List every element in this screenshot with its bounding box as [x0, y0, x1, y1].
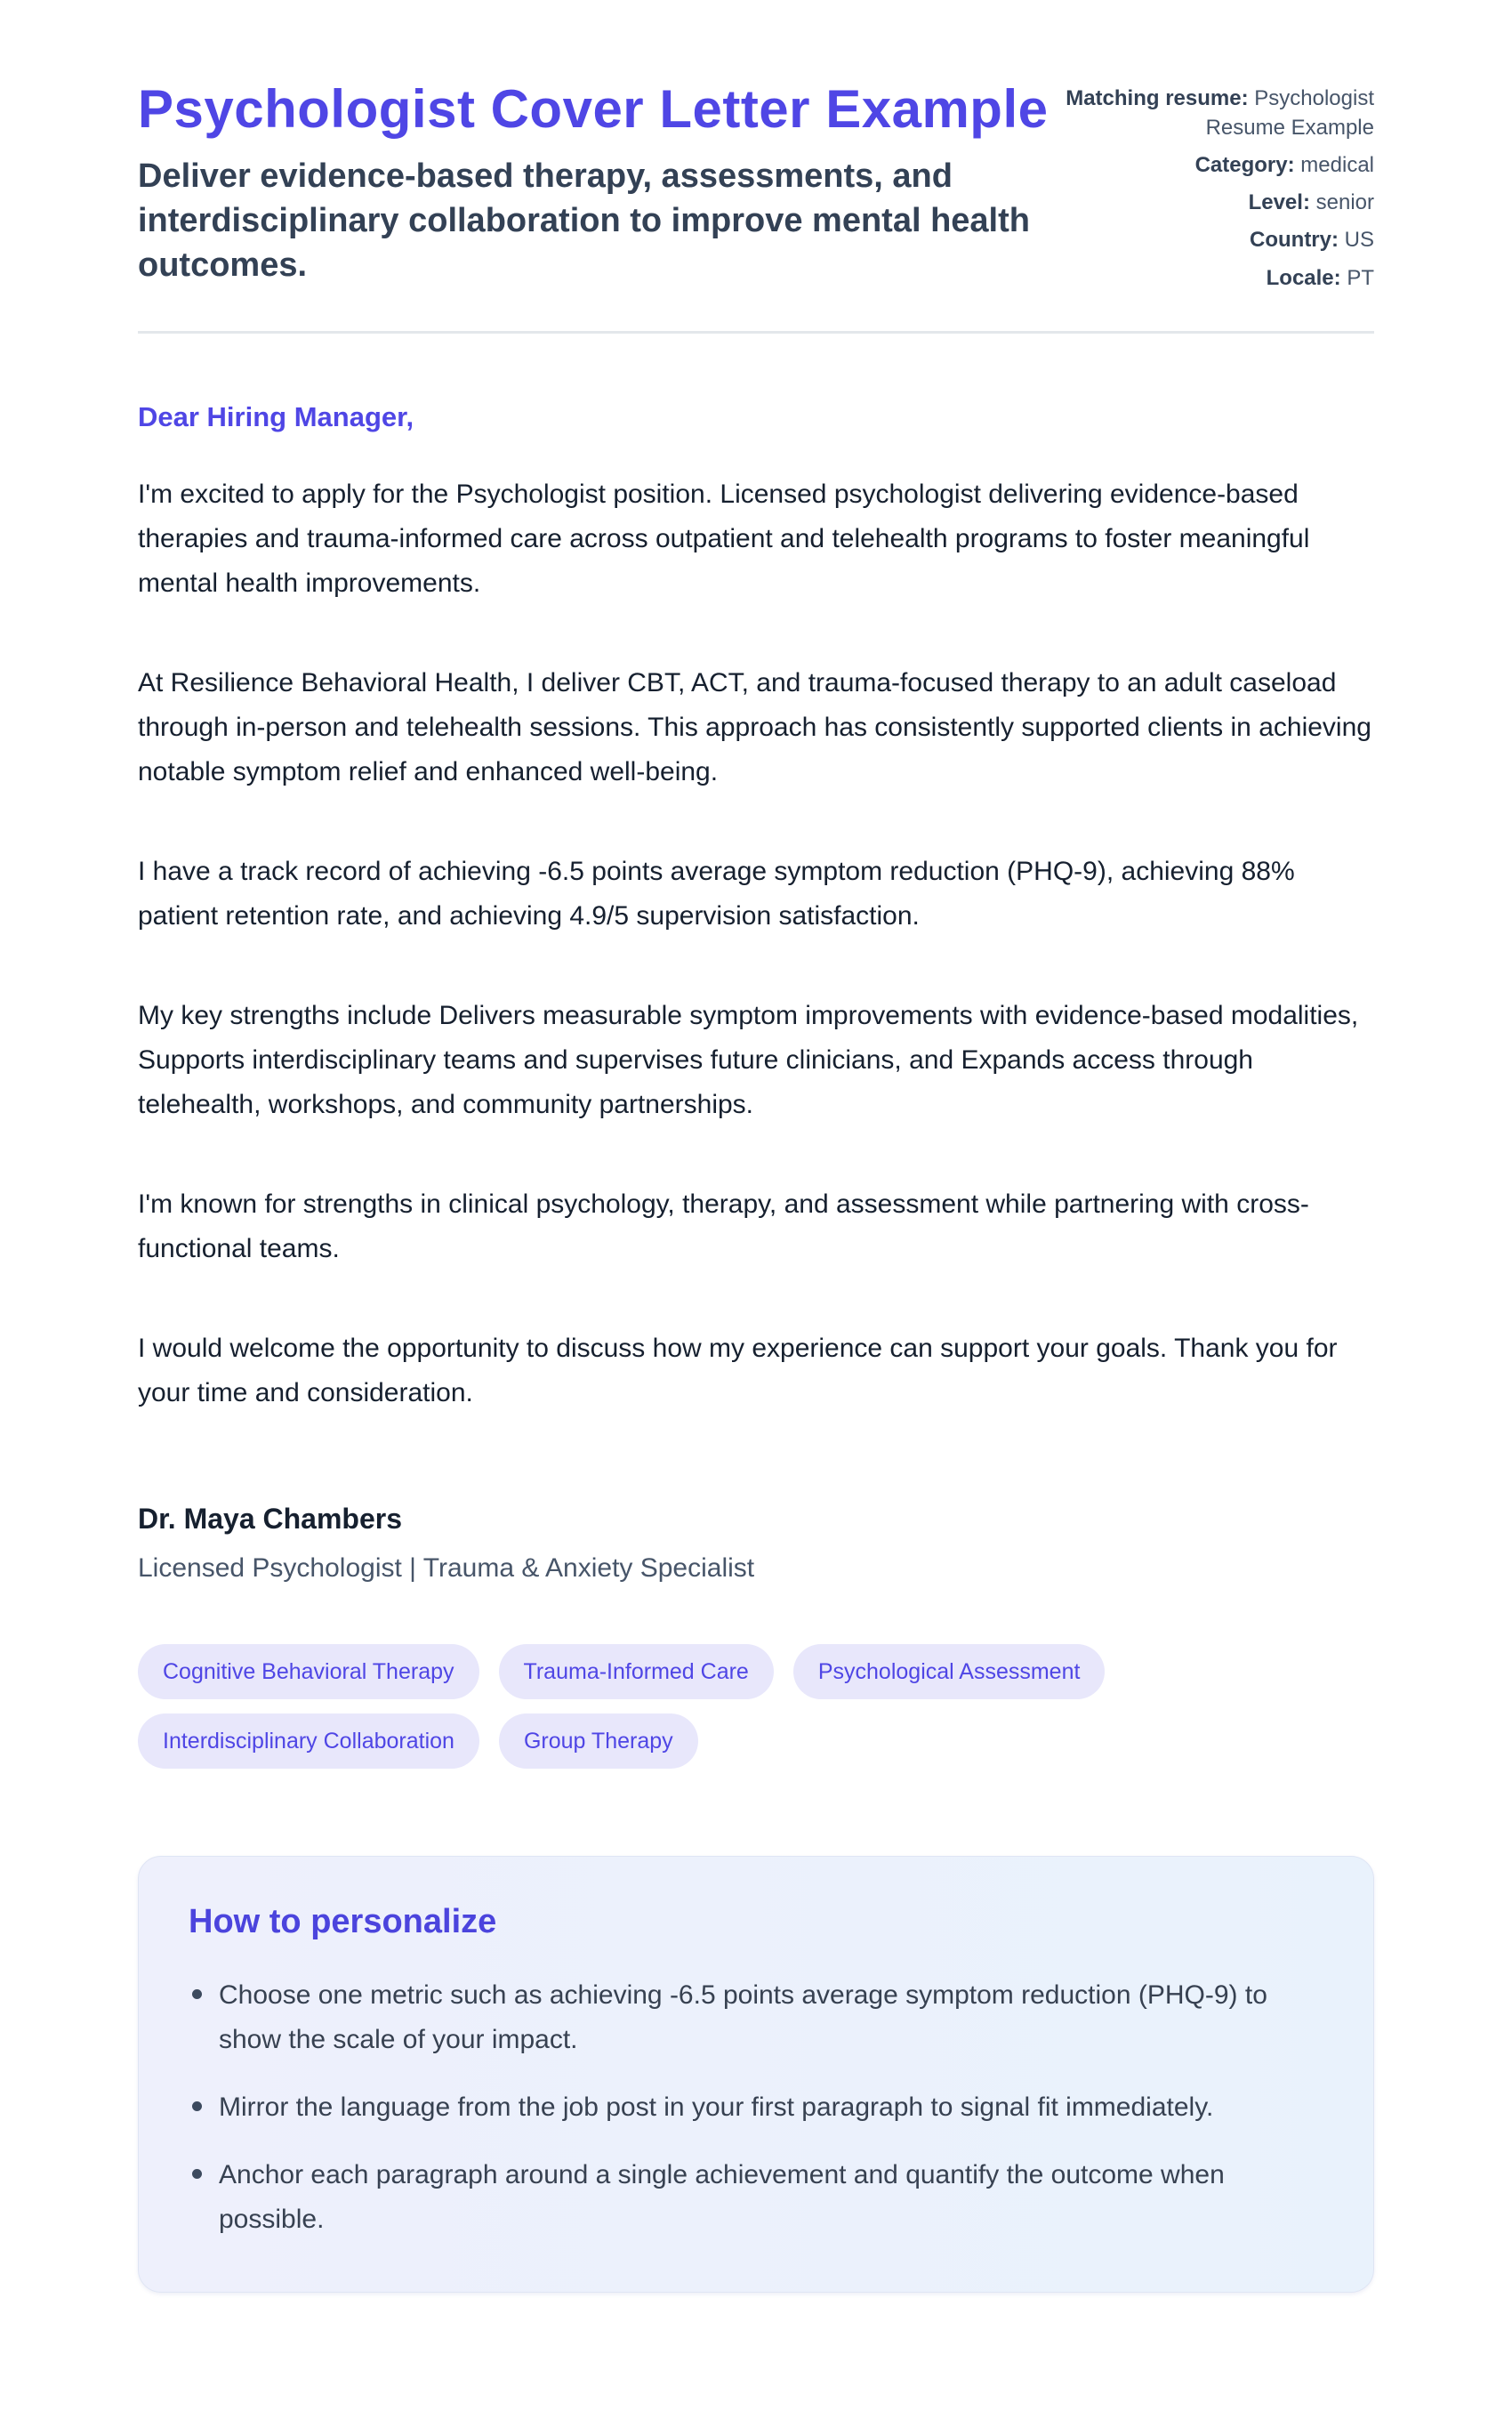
signature-name: Dr. Maya Chambers [138, 1502, 403, 1535]
skill-tag: Trauma-Informed Care [499, 1644, 774, 1699]
meta-category [1054, 150, 1374, 180]
meta-label: Locale: [1266, 265, 1341, 290]
page-title: Psychologist Cover Letter Example [138, 79, 1049, 139]
letter-body [138, 472, 1374, 1415]
meta-matching-resume [1054, 84, 1374, 142]
tip-text: Mirror the language from the job post in your first paragraph to signal fit immediately. [219, 2092, 1214, 2122]
meta-level [1054, 188, 1374, 217]
meta-value: US [1344, 228, 1374, 253]
tip-text: Choose one metric such as achieving -6.5 points average symptom reduction (PHQ-9) to show the scale of your impact. [219, 1979, 1267, 2054]
bullet-icon [192, 2169, 202, 2179]
letter-paragraph: I have a track record of achieving -6.5 points average symptom reduction (PHQ-9), achieving 88% patient retention rate, and achieving 4.9/5 supervision satisfaction. [138, 856, 1295, 931]
skill-tag: Cognitive Behavioral Therapy [138, 1644, 479, 1699]
signature-block [138, 1503, 1374, 1584]
letter-paragraph: My key strengths include Delivers measurable symptom improvements with evidence-based modalities, Supports interdisciplinary teams and supervises future clinicians, and Expands access through telehealth, workshops, and community partnerships. [138, 1000, 1359, 1119]
meta-label: Matching resume: [1066, 86, 1249, 110]
bullet-icon [192, 1989, 202, 1999]
tip-text: Anchor each paragraph around a single achievement and quantify the outcome when possible. [219, 2159, 1225, 2234]
letter-paragraph: I would welcome the opportunity to discuss how my experience can support your goals. Thank you for your time and consideration. [138, 1333, 1338, 1407]
letter-paragraph: At Resilience Behavioral Health, I deliver CBT, ACT, and trauma-focused therapy to an adult caseload through in-person and telehealth sessions. This approach has consistently supported clients in achieving notable symptom relief and enhanced well-being. [138, 667, 1371, 786]
meta-value: Psychologist Resume Example [1205, 86, 1374, 141]
letter-greeting: Dear Hiring Manager, [138, 400, 414, 432]
meta-value: PT [1347, 265, 1374, 290]
how-to-personalize-box [138, 1856, 1374, 2293]
skill-tag: Group Therapy [499, 1713, 698, 1769]
meta-label: Country: [1250, 228, 1339, 253]
header-divider [138, 331, 1374, 334]
meta-value: senior [1315, 190, 1374, 215]
tips-list [178, 1973, 1323, 2242]
header-title-block [138, 78, 1054, 287]
signature-role: Licensed Psychologist | Trauma & Anxiety Specialist [138, 1552, 755, 1583]
bullet-icon [192, 2101, 202, 2111]
page-header [138, 78, 1374, 301]
skill-tag: Interdisciplinary Collaboration [138, 1713, 479, 1769]
meta-label: Level: [1248, 190, 1310, 215]
letter-paragraph: I'm excited to apply for the Psychologist position. Licensed psychologist delivering evidence-based therapies and trauma-informed care across outpatient and telehealth programs to foster meaningful mental health improvements. [138, 479, 1310, 598]
skill-tags [138, 1644, 1116, 1769]
meta-locale [1054, 263, 1374, 293]
meta-label: Category: [1194, 153, 1295, 178]
resume-meta-panel [1054, 78, 1374, 301]
meta-country [1054, 225, 1374, 254]
tip-item [178, 1973, 1323, 2062]
skill-tag: Psychological Assessment [793, 1644, 1106, 1699]
tips-title: How to personalize [189, 1902, 497, 1940]
page-subtitle: Deliver evidence-based therapy, assessments, and interdisciplinary collaboration to improve mental health outcomes. [138, 157, 1030, 285]
letter-paragraph: I'm known for strengths in clinical psychology, therapy, and assessment while partnering with cross-functional teams. [138, 1189, 1309, 1263]
meta-value: medical [1300, 153, 1374, 178]
tip-item [178, 2085, 1323, 2130]
tip-item [178, 2153, 1323, 2242]
